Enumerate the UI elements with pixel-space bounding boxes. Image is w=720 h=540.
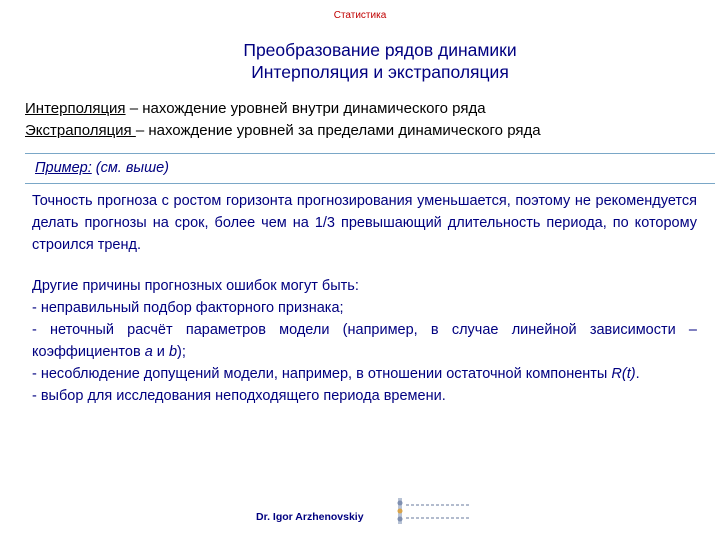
errors-item: - неправильный подбор факторного признака; xyxy=(32,300,344,316)
term-extrapolation: Экстраполяция xyxy=(25,122,136,139)
coef-a: a xyxy=(144,344,153,360)
item-text: ); xyxy=(177,344,186,360)
footer-author: Dr. Igor Arzhenovskiy xyxy=(256,511,364,523)
divider xyxy=(25,153,715,154)
divider xyxy=(25,183,715,184)
definition-text: – нахождение уровней внутри динамического ряда xyxy=(125,100,486,117)
header-subject: Статистика xyxy=(333,10,387,21)
errors-intro: Другие причины прогнозных ошибок могут быть: xyxy=(32,278,359,294)
item-text: . xyxy=(635,366,640,382)
institution-logo xyxy=(396,496,472,526)
residual-component: R(t) xyxy=(611,366,636,382)
errors-item xyxy=(32,363,697,385)
item-text: и xyxy=(152,344,169,360)
example-line xyxy=(35,160,169,176)
item-text: - несоблюдение допущений модели, например, в отношении остаточной компоненты xyxy=(32,366,612,382)
coef-b: b xyxy=(168,344,178,360)
errors-item: - выбор для исследования неподходящего периода времени. xyxy=(32,388,446,404)
title-line-2: Интерполяция и экстраполяция xyxy=(251,62,509,82)
example-text: (см. выше) xyxy=(91,160,170,176)
errors-paragraph xyxy=(32,275,697,407)
definition-text: – нахождение уровней за пределами динамического ряда xyxy=(135,122,541,139)
title-line-1: Преобразование рядов динамики xyxy=(243,40,517,60)
definition-extrapolation xyxy=(25,120,541,142)
example-label: Пример: xyxy=(35,160,92,176)
definition-interpolation xyxy=(25,98,541,120)
accuracy-paragraph: Точность прогноза с ростом горизонта прогнозирования уменьшается, поэтому не рекомендуется делать прогнозы на срок, более чем на 1/3 превышающий длительность периода, по которому строился тренд. xyxy=(32,193,697,253)
item-text: - неточный расчёт параметров модели (например, в случае линейной зависимости – коэффициентов xyxy=(32,322,697,360)
term-interpolation: Интерполяция xyxy=(25,100,126,117)
page-title xyxy=(0,39,720,83)
definitions xyxy=(25,98,541,142)
errors-item xyxy=(32,319,697,363)
